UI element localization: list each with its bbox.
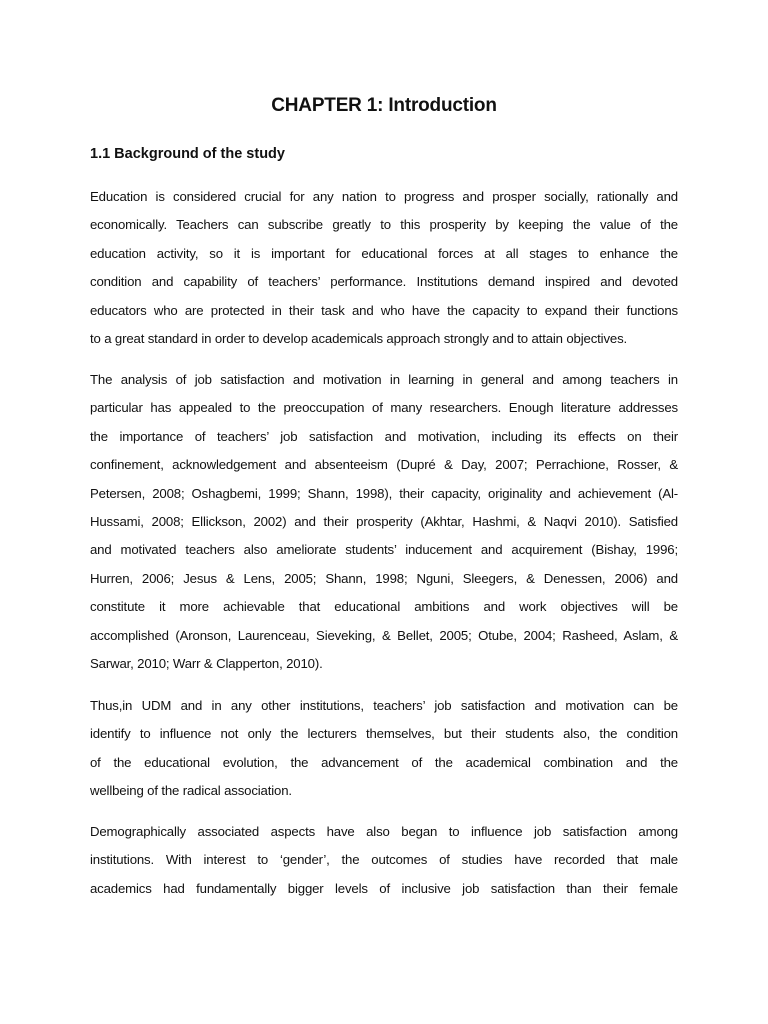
paragraph-line: institutions. With interest to ‘gender’, the outcomes of studies have recorded that male <box>90 852 678 868</box>
paragraph-line: Petersen, 2008; Oshagbemi, 1999; Shann, 1998), their capacity, originality and achievement (Al- <box>90 485 678 501</box>
paragraph-udm-institutions <box>90 692 678 806</box>
paragraph-demographic-aspects <box>90 818 678 903</box>
paragraph-line: Thus,in UDM and in any other institutions, teachers’ job satisfaction and motivation can be <box>90 698 678 713</box>
paragraph-line: of the educational evolution, the advancement of the academical combination and the <box>90 754 678 770</box>
paragraph-line: confinement, acknowledgement and absenteeism (Dupré & Day, 2007; Perrachione, Rosser, & <box>90 457 678 473</box>
paragraph-line: academics had fundamentally bigger levels of inclusive job satisfaction than their female <box>90 880 678 896</box>
paragraph-line: the importance of teachers’ job satisfaction and motivation, including its effects on their <box>90 428 678 444</box>
paragraph-line: Hurren, 2006; Jesus & Lens, 2005; Shann, 1998; Nguni, Sleegers, & Denessen, 2006) and <box>90 570 678 586</box>
paragraph-line: education activity, so it is important for educational forces at all stages to enhance the <box>90 245 678 261</box>
paragraph-job-satisfaction-analysis <box>90 366 678 678</box>
paragraph-line: to a great standard in order to develop academicals approach strongly and to attain objectives. <box>90 330 628 346</box>
paragraph-line: economically. Teachers can subscribe greatly to this prosperity by keeping the value of the <box>90 217 678 233</box>
section-heading: 1.1 Background of the study <box>90 146 285 162</box>
chapter-title: CHAPTER 1: Introduction <box>271 95 497 116</box>
paragraph-line: educators who are protected in their task and who have the capacity to expand their functions <box>90 302 678 318</box>
paragraph-line: Hussami, 2008; Ellickson, 2002) and their prosperity (Akhtar, Hashmi, & Naqvi 2010). Satisfied <box>90 513 678 529</box>
paragraph-line: Education is considered crucial for any nation to progress and prosper socially, rationally and <box>90 189 678 204</box>
paragraph-line: Demographically associated aspects have also began to influence job satisfaction among <box>90 824 678 839</box>
paragraph-line: condition and capability of teachers’ performance. Institutions demand inspired and devoted <box>90 274 678 290</box>
paragraph-line: The analysis of job satisfaction and motivation in learning in general and among teachers in <box>90 372 678 387</box>
paragraph-line: Sarwar, 2010; Warr & Clapperton, 2010). <box>90 655 323 671</box>
paragraph-line: identify to influence not only the lecturers themselves, but their students also, the condition <box>90 726 678 742</box>
paragraph-line: and motivated teachers also ameliorate students’ inducement and acquirement (Bishay, 1996; <box>90 542 678 558</box>
paragraph-line: particular has appealed to the preoccupation of many researchers. Enough literature addresses <box>90 400 678 416</box>
paragraph-line: wellbeing of the radical association. <box>90 783 292 799</box>
paragraph-line: accomplished (Aronson, Laurenceau, Sieveking, & Bellet, 2005; Otube, 2004; Rasheed, Aslam, & <box>90 627 678 643</box>
paragraph-education-importance <box>90 183 678 353</box>
paragraph-line: constitute it more achievable that educational ambitions and work objectives will be <box>90 599 678 615</box>
